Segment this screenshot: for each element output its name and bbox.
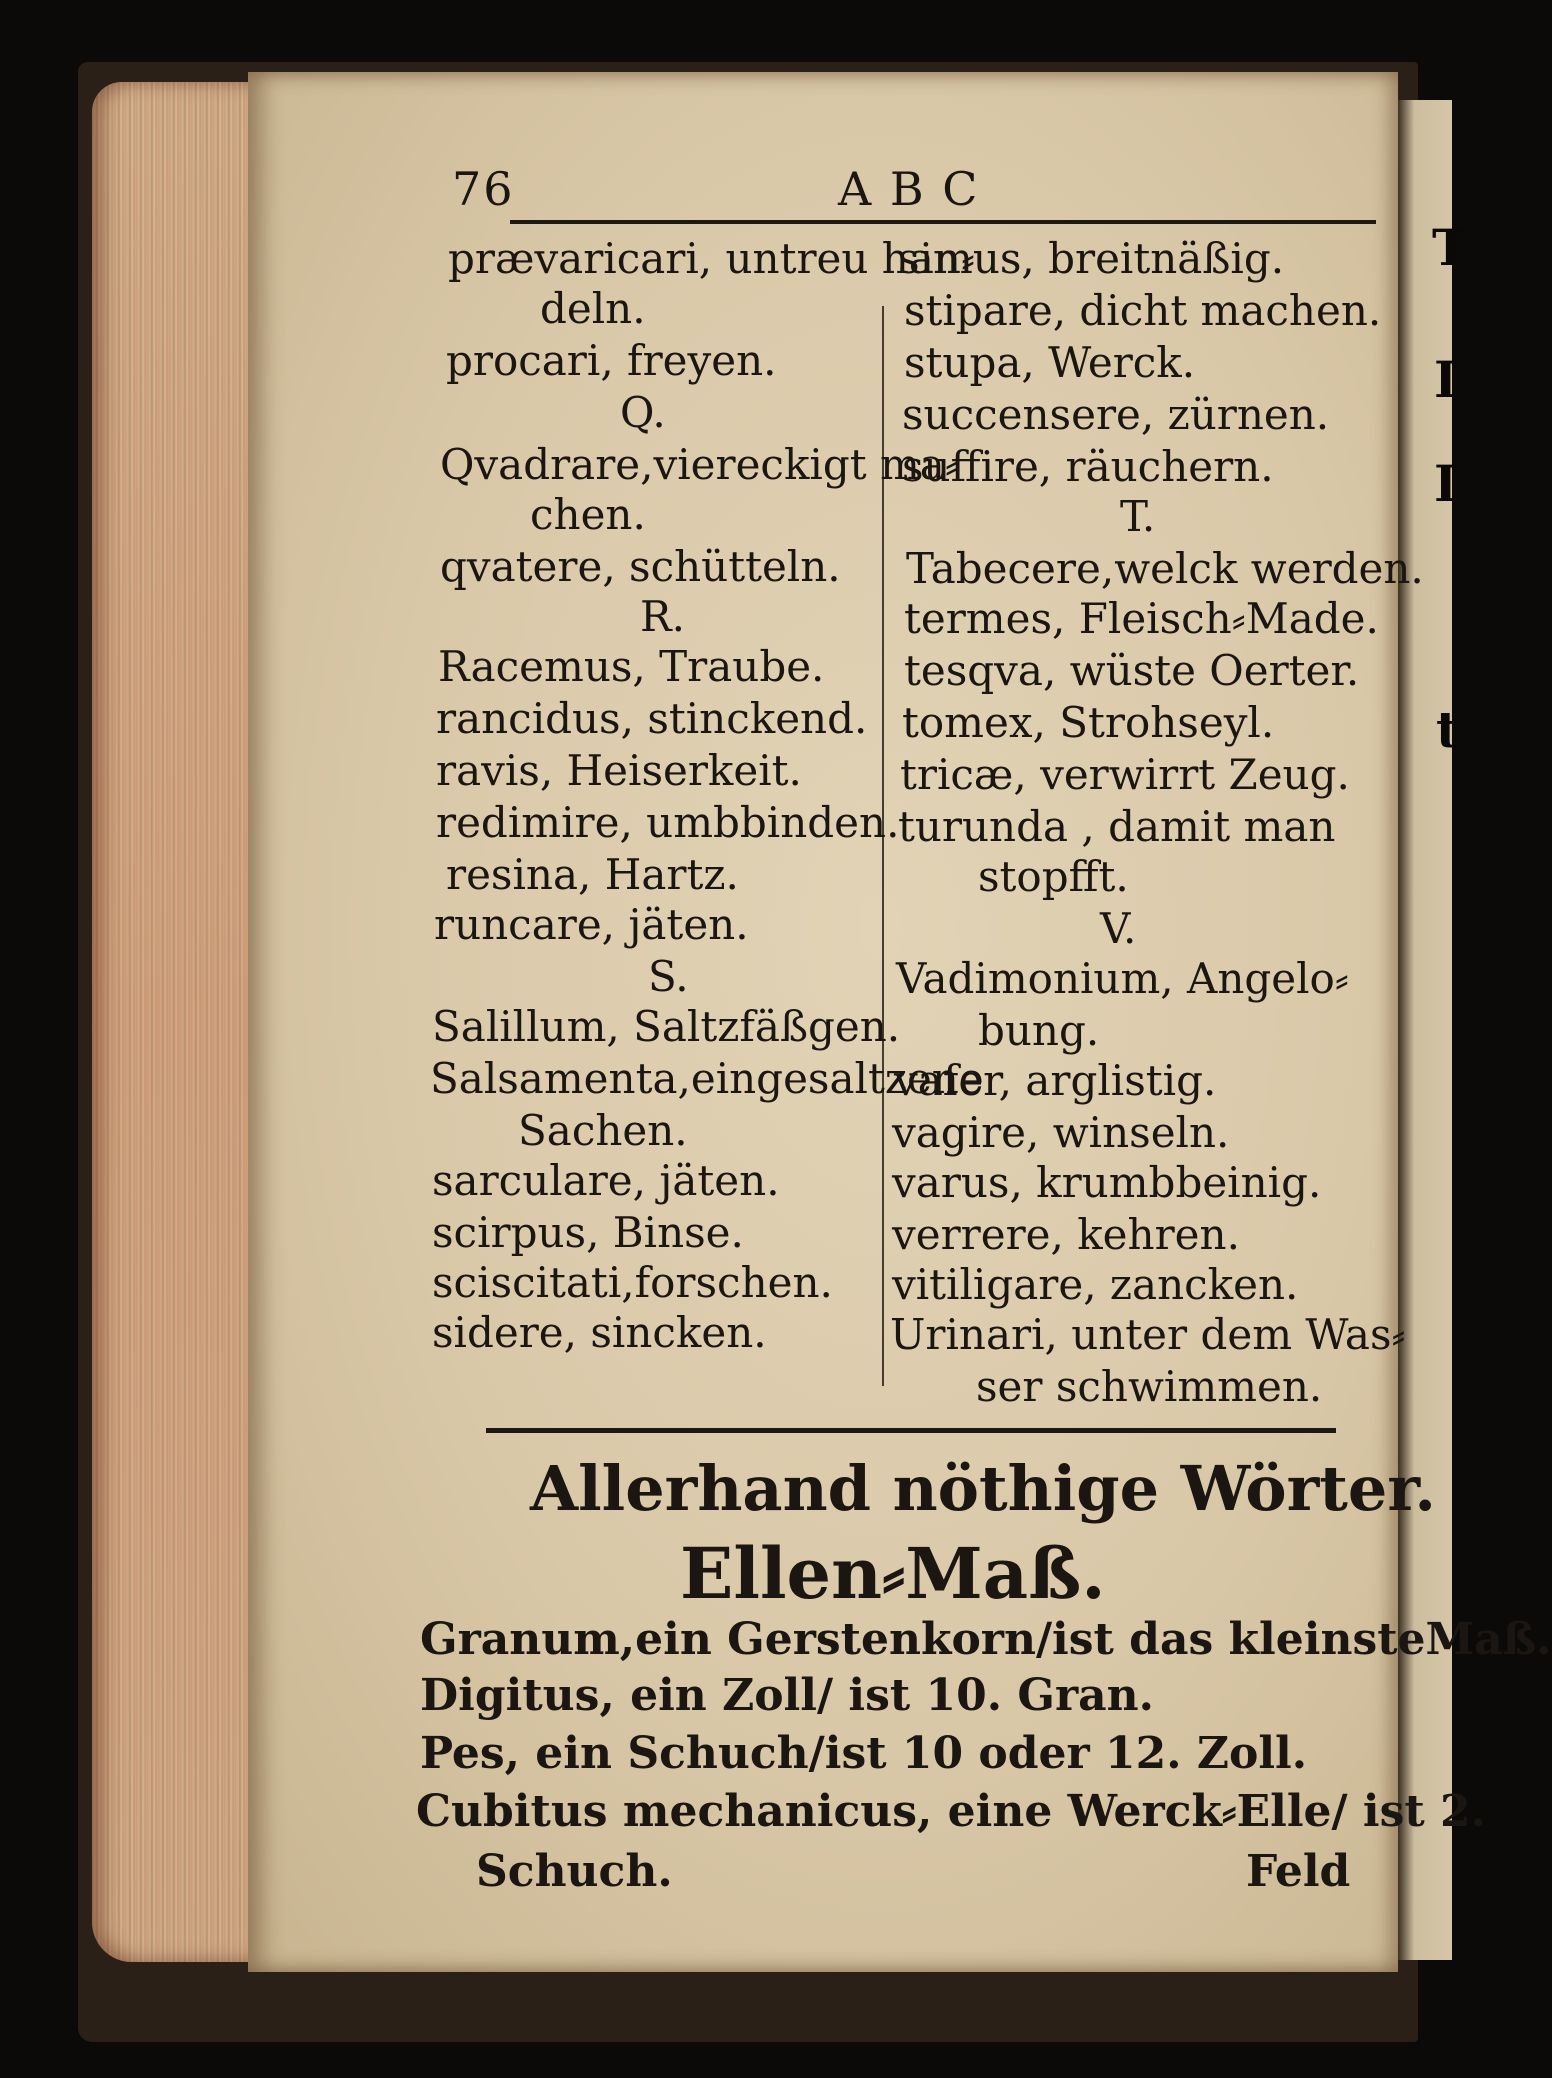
left-letter-heading: R. [640,592,685,641]
left-line: sarculare, jäten. [432,1156,780,1205]
left-line: scirpus, Binse. [432,1208,744,1257]
left-line: chen. [530,490,646,539]
left-line: Qvadrare,viereckigt ma⸗ [440,440,959,489]
left-line: Sachen. [518,1106,688,1155]
right-line: Tabecere,welck werden. [906,544,1424,593]
facing-page-glyph: I [1434,350,1458,409]
left-line: ravis, Heiserkeit. [436,746,802,795]
running-title: A B C [838,162,980,216]
right-line: vagire, winseln. [892,1108,1230,1157]
right-line: stopfft. [978,852,1129,901]
right-line: verrere, kehren. [892,1210,1240,1259]
right-line: tomex, Strohseyl. [902,698,1275,747]
measure-line: Granum,ein Gerstenkorn/ist das kleinsteMaß. [420,1614,1552,1665]
right-letter-heading: T. [1120,492,1156,541]
left-line: sciscitati,forschen. [432,1258,833,1307]
page-number: 76 [452,162,515,216]
left-line: redimire, umbbinden. [436,798,900,847]
catchword: Feld [1246,1846,1351,1897]
section-subheading: Ellen⸗Maß. [680,1532,1106,1615]
right-line: termes, Fleisch⸗Made. [904,594,1379,643]
right-line: simus, breitnäßig. [898,234,1285,283]
left-letter-heading: S. [648,952,689,1001]
left-line: Salsamenta,eingesaltzene [430,1054,984,1103]
left-line: prævaricari, untreu han⸗ [448,234,975,283]
left-line: Racemus, Traube. [438,642,825,691]
right-line: ser schwimmen. [976,1362,1323,1411]
left-line: sidere, sincken. [432,1308,767,1357]
right-line: vafer, arglistig. [894,1056,1217,1105]
right-line: Urinari, unter dem Was⸗ [890,1310,1406,1359]
left-line: qvatere, schütteln. [440,542,841,591]
left-line: rancidus, stinckend. [436,694,868,743]
left-line: runcare, jäten. [434,900,749,949]
measure-line: Digitus, ein Zoll/ ist 10. Gran. [420,1670,1154,1721]
left-letter-heading: Q. [620,388,666,437]
section-heading: Allerhand nöthige Wörter. [530,1452,1436,1525]
left-line: deln. [540,284,646,333]
left-line: procari, freyen. [446,336,777,385]
header-rule [510,220,1376,224]
right-line: stupa, Werck. [904,338,1196,387]
facing-page-glyph: t [1436,700,1460,759]
right-letter-heading: V. [1100,904,1137,953]
right-line: vitiligare, zancken. [892,1260,1299,1309]
right-line: turunda , damit man [898,802,1336,851]
facing-page-glyph: T [1432,218,1470,277]
right-line: bung. [978,1006,1100,1055]
section-rule [486,1428,1336,1433]
right-line: suffire, räuchern. [902,442,1274,491]
measure-line: Cubitus mechanicus, eine Werck⸗Elle/ ist 2. [416,1786,1486,1837]
right-line: tesqva, wüste Oerter. [904,646,1360,695]
facing-page-glyph: I [1434,454,1458,513]
right-line: varus, krumbbeinig. [892,1158,1322,1207]
measure-line: Schuch. [476,1846,673,1897]
page-edges [92,82,272,1962]
right-line: Vadimonium, Angelo⸗ [896,954,1349,1003]
right-line: tricæ, verwirrt Zeug. [900,750,1350,799]
left-line: Salillum, Saltzfäßgen. [432,1002,901,1051]
right-line: stipare, dicht machen. [904,286,1382,335]
right-line: succensere, zürnen. [902,390,1330,439]
measure-line: Pes, ein Schuch/ist 10 oder 12. Zoll. [420,1728,1308,1779]
left-line: resina, Hartz. [446,850,739,899]
